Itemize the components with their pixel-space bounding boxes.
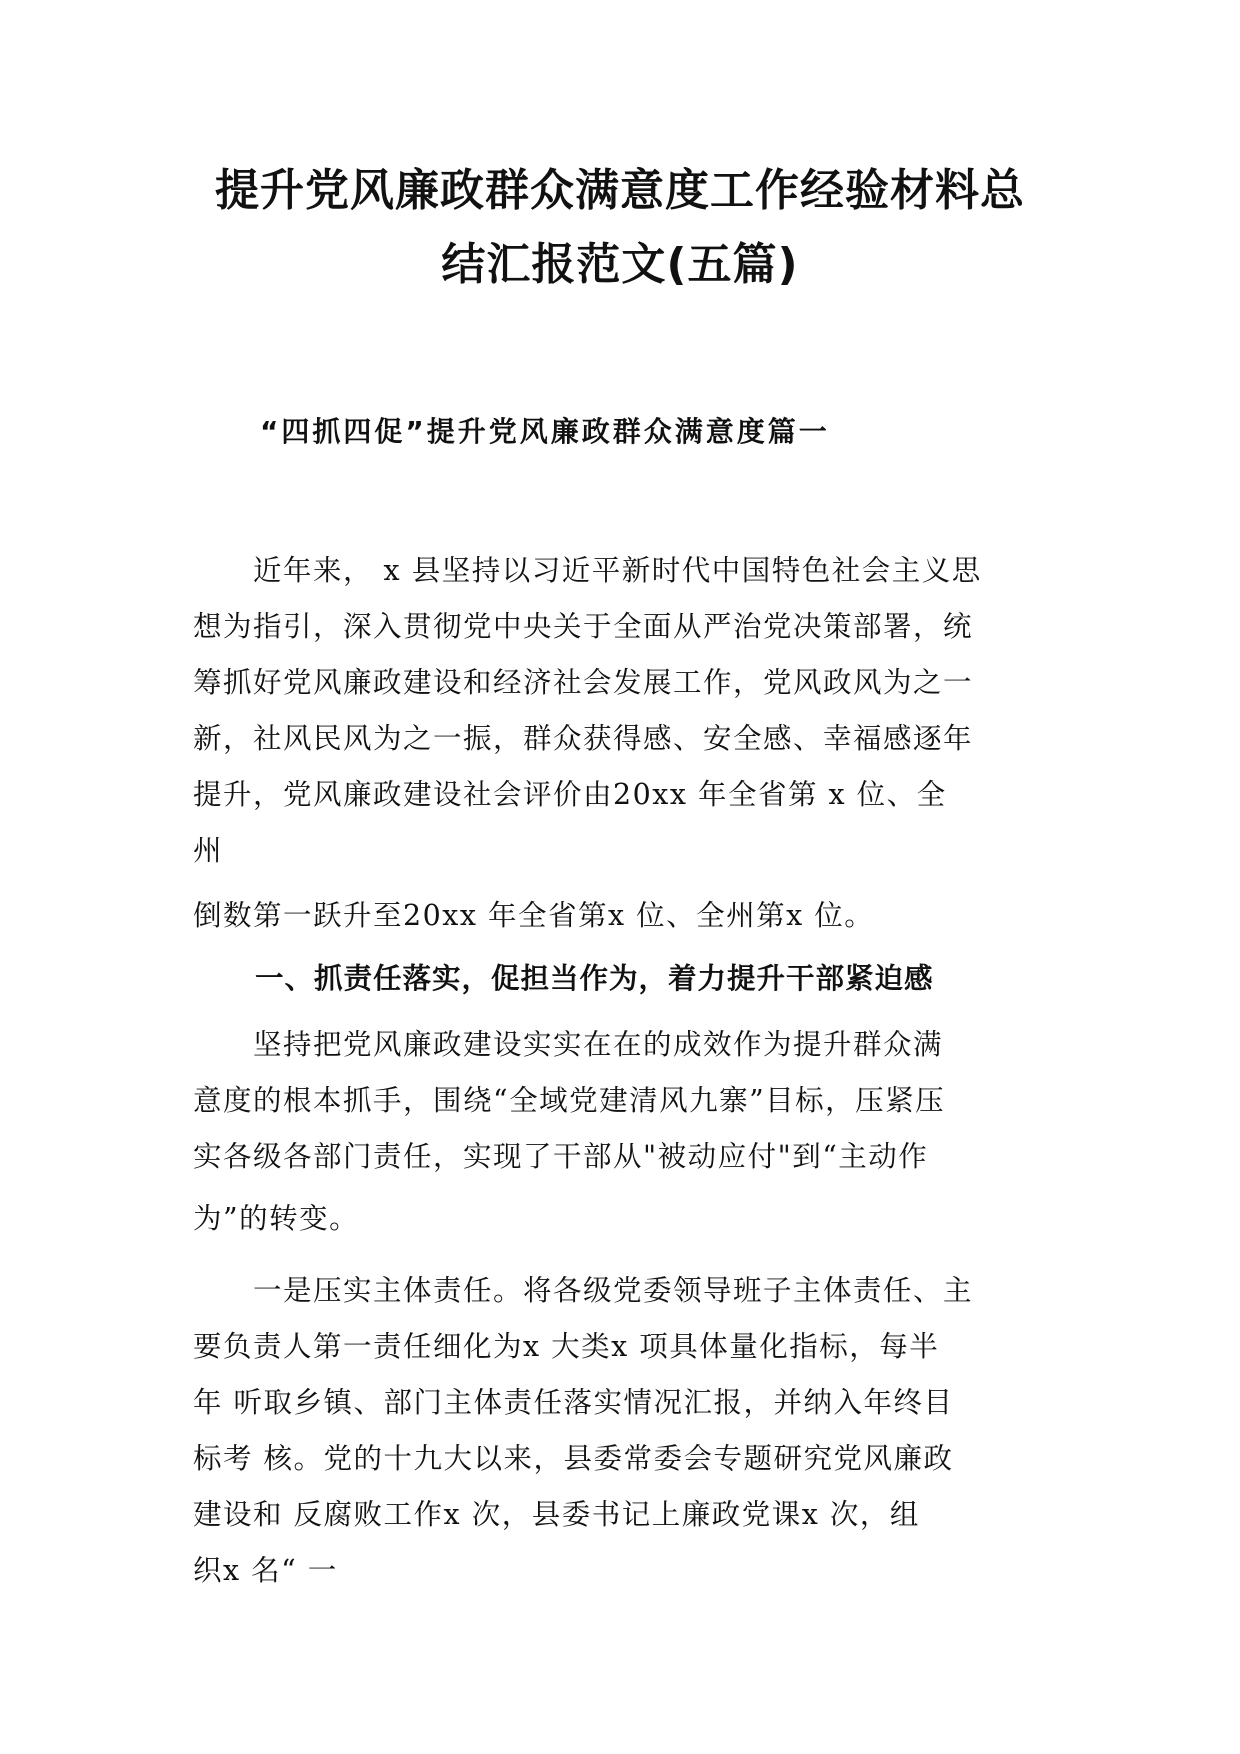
paragraph-line: 筹抓好党风廉政建设和经济社会发展工作，党风政风为之一 xyxy=(193,666,974,699)
paragraph-line: 要负责人第一责任细化为x 大类x 项具体量化指标，每半 xyxy=(193,1330,940,1363)
paragraph-line: 建设和 反腐败工作x 次，县委书记上廉政党课x 次，组 xyxy=(193,1498,920,1531)
document-title-line-1: 提升党风廉政群众满意度工作经验材料总 xyxy=(215,165,1025,216)
article-subtitle: “四抓四促”提升党风廉政群众满意度篇一 xyxy=(260,415,830,448)
paragraph-line: 想为指引，深入贯彻党中央关于全面从严治党决策部署，统 xyxy=(193,610,974,643)
paragraph-line: 新，社风民风为之一振，群众获得感、安全感、幸福感逐年 xyxy=(193,722,974,755)
document-title-line-2: 结汇报范文(五篇) xyxy=(441,239,799,290)
paragraph-line: 意度的根本抓手，围绕“全域党建清风九寨”目标，压紧压 xyxy=(193,1084,946,1117)
paragraph-line: 近年来， x 县坚持以习近平新时代中国特色社会主义思 xyxy=(253,554,982,587)
paragraph-line: 州 xyxy=(193,834,224,867)
paragraph-line: 标考 核。党的十九大以来，县委常委会专题研究党风廉政 xyxy=(193,1442,954,1475)
section-heading: 一、抓责任落实，促担当作为，着力提升干部紧迫感 xyxy=(255,962,934,995)
paragraph-line: 年 听取乡镇、部门主体责任落实情况汇报，并纳入年终目 xyxy=(193,1386,954,1419)
paragraph-line: 倒数第一跃升至20xx 年全省第x 位、全州第x 位。 xyxy=(193,899,875,932)
paragraph-line: 实各级各部门责任，实现了干部从"被动应付"到“主动作 xyxy=(193,1140,929,1173)
paragraph-line: 织x 名“ 一 xyxy=(193,1554,338,1587)
paragraph-line: 为”的转变。 xyxy=(193,1202,360,1235)
paragraph-line: 坚持把党风廉政建设实实在在的成效作为提升群众满 xyxy=(253,1028,944,1061)
paragraph-line: 一是压实主体责任。将各级党委领导班子主体责任、主 xyxy=(253,1274,974,1307)
paragraph-line: 提升，党风廉政建设社会评价由20xx 年全省第 x 位、全 xyxy=(193,778,947,811)
